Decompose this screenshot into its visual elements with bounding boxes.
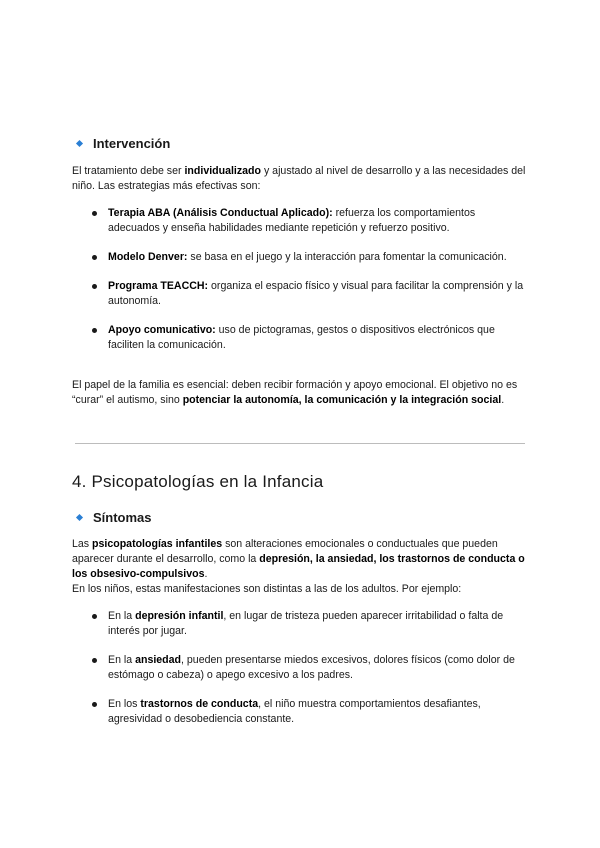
- intro-bold: individualizado: [184, 165, 261, 177]
- bullet-dot-icon: [92, 702, 97, 707]
- intro-text: son alteraciones emocionales o conductuales que pueden aparecer durante el desarrollo, como la: [72, 538, 498, 565]
- bullet-dot-icon: [92, 614, 97, 619]
- item-text: , en lugar de tristeza pueden aparecer irritabilidad o falta de interés por jugar.: [108, 610, 504, 637]
- item-text: En la: [108, 654, 136, 666]
- intro-text: .: [204, 568, 208, 580]
- intervencion-closing: [72, 378, 526, 408]
- intro-bold: psicopatologías infantiles: [92, 538, 223, 550]
- closing-text: .: [501, 394, 505, 406]
- intro-text: En los niños, estas manifestaciones son distintas a las de los adultos. Por ejemplo:: [72, 583, 462, 595]
- sintomas-heading: [72, 510, 152, 525]
- sintomas-intro: [72, 537, 526, 597]
- list-item: [72, 206, 526, 236]
- item-text: refuerza los comportamientos adecuados y enseña habilidades mediante repetición y refuerzo positivo.: [108, 207, 476, 234]
- item-text: se basa en el juego y la interacción para fomentar la comunicación.: [187, 251, 507, 263]
- list-item: [72, 609, 526, 639]
- bullet-dot-icon: [92, 658, 97, 663]
- intro-text: Las: [72, 538, 93, 550]
- bullet-dot-icon: [92, 211, 97, 216]
- bullet-dot-icon: [92, 328, 97, 333]
- item-text: organiza el espacio físico y visual para facilitar la comprensión y la autonomía.: [108, 280, 524, 307]
- item-text: En la: [108, 610, 136, 622]
- intervencion-heading-text: Intervención: [93, 136, 171, 151]
- bullet-dot-icon: [92, 255, 97, 260]
- diamond-bullet-icon: [76, 514, 83, 521]
- item-bold: Modelo Denver:: [108, 251, 188, 263]
- item-text: uso de pictogramas, gestos o dispositivos electrónicos que faciliten la comunicación.: [108, 324, 495, 351]
- intro-bold: depresión, la ansiedad, los trastornos de conducta o los obsesivo-compulsivos: [72, 553, 525, 580]
- section-4-title: 4. Psicopatologías en la Infancia: [72, 472, 324, 491]
- bullet-dot-icon: [92, 284, 97, 289]
- item-bold: Terapia ABA (Análisis Conductual Aplicado):: [108, 207, 333, 219]
- intervencion-intro: [72, 164, 526, 194]
- section-divider: [75, 443, 525, 444]
- list-item: [72, 653, 526, 683]
- sintomas-heading-text: Síntomas: [93, 510, 152, 525]
- sintomas-list: [72, 609, 526, 727]
- closing-text: El papel de la familia es esencial: deben recibir formación y apoyo emocional. El objetivo no es “curar” el autismo, sino: [72, 379, 518, 406]
- intro-text: El tratamiento debe ser: [72, 165, 185, 177]
- item-bold: Programa TEACCH:: [108, 280, 209, 292]
- intervencion-heading: [72, 136, 170, 151]
- list-item: [72, 250, 526, 265]
- list-item: [72, 279, 526, 309]
- item-bold: Apoyo comunicativo:: [108, 324, 216, 336]
- item-bold: ansiedad: [135, 654, 182, 666]
- item-text: , pueden presentarse miedos excesivos, dolores físicos (como dolor de estómago o cabeza) o apego excesivo a los padres.: [108, 654, 515, 681]
- closing-bold: potenciar la autonomía, la comunicación y la integración social: [182, 394, 502, 406]
- list-item: [72, 323, 526, 353]
- intro-text: y ajustado al nivel de desarrollo y a las necesidades del niño. Las estrategias más efectivas son:: [72, 165, 526, 192]
- intervencion-list: [72, 206, 526, 353]
- item-bold: depresión infantil: [135, 610, 224, 622]
- diamond-bullet-icon: [76, 140, 83, 147]
- item-text: En los: [108, 698, 141, 710]
- list-item: [72, 697, 526, 727]
- item-text: , el niño muestra comportamientos desafiantes, agresividad o desobediencia constante.: [108, 698, 481, 725]
- item-bold: trastornos de conducta: [140, 698, 259, 710]
